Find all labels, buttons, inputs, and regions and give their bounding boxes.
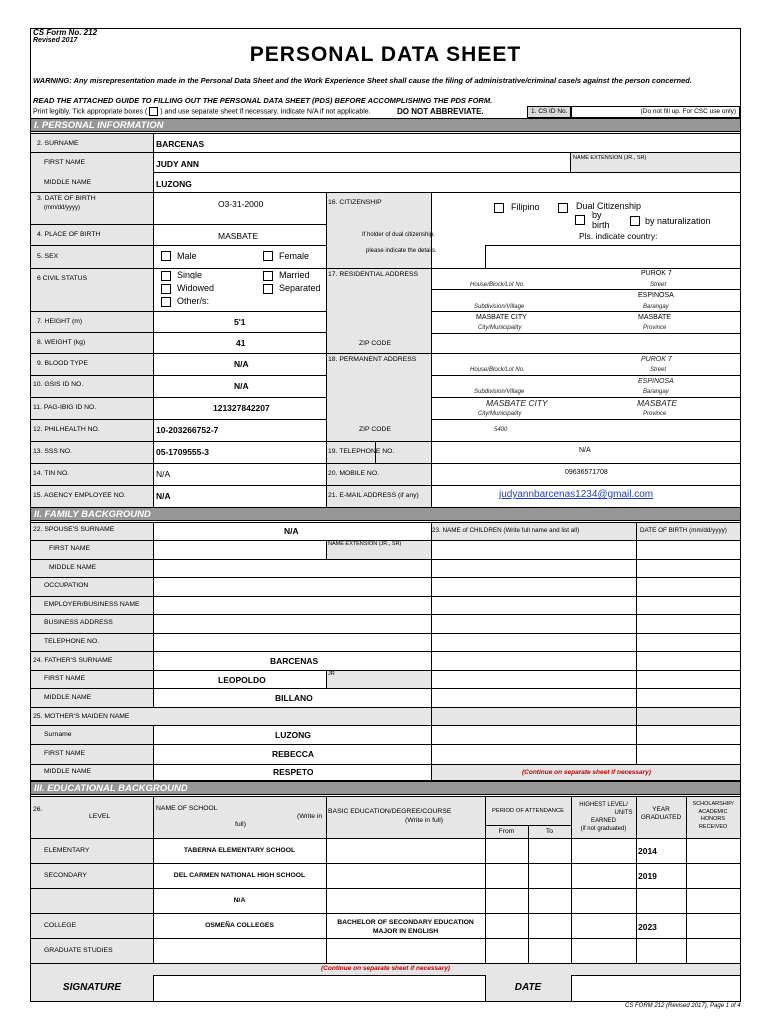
philhealth-label: 12. PHILHEALTH NO.	[33, 426, 100, 433]
dob-format: (mm/dd/yyyy)	[44, 205, 80, 211]
father-ext-bg	[326, 670, 431, 688]
res-street-caption: Street	[650, 282, 667, 288]
edu-continue-note: (Continue on separate sheet if necessary)	[321, 965, 450, 972]
cs-other-label: Other/s:	[177, 296, 210, 306]
perm-purok[interactable]: PUROK 7	[641, 356, 672, 363]
res-barangay-caption: Barangay	[643, 304, 669, 310]
mother-surname-value[interactable]: LUZONG	[275, 730, 311, 740]
gsis-value[interactable]: N/A	[234, 381, 249, 391]
perm-province-caption: Province	[643, 411, 667, 417]
guide-text: READ THE ATTACHED GUIDE TO FILLING OUT THE PERSONAL DATA SHEET (PDS) BEFORE ACCOMPLISHING THE PDS FORM.	[33, 96, 493, 105]
cs-single-checkbox[interactable]	[161, 271, 171, 281]
signature-label: SIGNATURE	[62, 982, 122, 993]
cs-single-label: Single	[177, 270, 203, 279]
employer-label: EMPLOYER/BUSINESS NAME	[44, 601, 140, 608]
indicate-country-label: Pls. indicate country:	[579, 231, 658, 241]
mother-header-bg	[31, 707, 740, 725]
business-address-label: BUSINESS ADDRESS	[44, 619, 113, 626]
surname-label: 2. SURNAME	[37, 140, 79, 147]
signature-field[interactable]	[153, 976, 485, 1000]
spouse-surname-label: 22. SPOUSE'S SURNAME	[33, 526, 115, 533]
sex-male-checkbox[interactable]	[161, 251, 171, 261]
edu-school-vocational[interactable]: N/A	[233, 897, 246, 904]
edu-school-elementary[interactable]: TABERNA ELEMENTARY SCHOOL	[183, 847, 296, 854]
perm-barangay-caption: Barangay	[643, 389, 669, 395]
date-field[interactable]	[572, 976, 740, 1000]
edu-school-college[interactable]: OSMEÑA COLLEGES	[205, 922, 274, 929]
cs-separated-label: Separated	[279, 283, 321, 293]
date-label: DATE	[514, 982, 542, 993]
res-espinosa[interactable]: ESPINOSA	[638, 292, 674, 299]
weight-label: 8. WEIGHT (kg)	[37, 339, 86, 346]
perm-espinosa[interactable]: ESPINOSA	[638, 378, 674, 385]
scholarship-header: SCHOLARSHIP/ ACADEMIC HONORS RECEIVED	[692, 801, 734, 830]
edu-school-secondary[interactable]: DEL CARMEN NATIONAL HIGH SCHOOL	[173, 872, 306, 879]
weight-value[interactable]: 41	[236, 338, 246, 348]
no-abbreviate-note: DO NOT ABBREVIATE.	[397, 107, 484, 116]
page-footer: CS FORM 212 (Revised 2017), Page 1 of 4	[625, 1003, 741, 1009]
warning-text: WARNING: Any misrepresentation made in the Personal Data Sheet and the Work Experience Sheet shall cause the filing of administrative/criminal case/s against the person concerned.	[33, 76, 692, 85]
dual-citizenship-label: Dual Citizenship	[576, 201, 642, 211]
res-city[interactable]: MASBATE CITY	[476, 314, 527, 321]
telephone-label: 19. TELEPHONE NO.	[328, 448, 395, 455]
spouse-surname-value[interactable]: N/A	[284, 526, 299, 536]
spouse-telephone-label: TELEPHONE NO.	[44, 638, 100, 645]
middle-name-value[interactable]: LUZONG	[156, 179, 192, 189]
height-value[interactable]: 5'1	[234, 317, 246, 327]
course-header: BASIC EDUCATION/DEGREE/COURSE	[328, 808, 452, 815]
surname-value[interactable]: BARCENAS	[156, 139, 205, 149]
edu-year-secondary[interactable]: 2019	[638, 871, 657, 881]
occupation-label: OCCUPATION	[44, 582, 89, 589]
civil-status-label: 6 CIVIL STATUS	[37, 275, 88, 282]
edu-num-label: 26.	[33, 806, 43, 813]
citizenship-details-note: please indicate the details.	[366, 248, 437, 254]
edu-level-secondary: SECONDARY	[44, 872, 87, 879]
sex-female-checkbox[interactable]	[263, 251, 273, 261]
sex-label: 5. SEX	[37, 253, 59, 260]
perm-city-caption: City/Municipality	[478, 411, 522, 417]
family-continue-note: (Continue on separate sheet if necessary)	[522, 769, 651, 776]
by-naturalization-label: by naturalization	[645, 216, 711, 226]
citizenship-label: 16. CITIZENSHIP	[328, 199, 382, 206]
pob-value[interactable]: MASBATE	[218, 231, 258, 241]
perm-house-caption: House/Block/Lot No.	[470, 367, 525, 373]
perm-subdivision-caption: Subdivision/Village	[474, 389, 525, 395]
telephone-value[interactable]: N/A	[579, 447, 591, 454]
level-header: LEVEL	[89, 813, 111, 820]
mother-middle-name-value[interactable]: RESPETO	[273, 767, 314, 777]
cs-married-checkbox[interactable]	[263, 271, 273, 281]
first-name-label: FIRST NAME	[44, 159, 86, 166]
tin-label: 14. TIN NO.	[33, 470, 70, 477]
perm-street-caption: Street	[650, 367, 667, 373]
mobile-label: 20. MOBILE NO.	[328, 470, 379, 477]
pob-label: 4. PLACE OF BIRTH	[37, 231, 101, 238]
spouse-name-ext-label: NAME EXTENSION (JR., SR)	[328, 541, 402, 547]
father-first-name-label: FIRST NAME	[44, 675, 86, 682]
mother-first-name-value[interactable]: REBECCA	[272, 749, 315, 759]
highest-level-header: HIGHEST LEVEL/ UNITS EARNED (if not graduated)	[579, 802, 633, 832]
spouse-middle-name-label: MIDDLE NAME	[49, 564, 97, 571]
blood-type-value[interactable]: N/A	[234, 359, 249, 369]
father-name-ext-value[interactable]: JR	[328, 671, 335, 677]
father-surname-value[interactable]: BARCENAS	[270, 656, 319, 666]
form-number: CS Form No. 212	[33, 28, 98, 37]
philhealth-value[interactable]: 10-203266752-7	[156, 425, 219, 435]
permanent-address-label: 18. PERMANENT ADDRESS	[328, 356, 417, 363]
mother-first-name-label: FIRST NAME	[44, 750, 86, 757]
print-instructions: Print legibly. Tick appropriate boxes ( ) and use separate sheet if necessary. Indicate N/A if not applicable.	[33, 108, 371, 116]
to-header: To	[545, 828, 554, 835]
by-birth-checkbox[interactable]	[575, 215, 585, 225]
school-write-in: (Write in	[297, 813, 323, 820]
by-naturalization-checkbox[interactable]	[630, 216, 640, 226]
cs-id-field[interactable]: (Do not fill up. For CSC use only)	[571, 106, 740, 118]
dual-citizenship-checkbox[interactable]	[558, 203, 568, 213]
sex-male-label: Male	[177, 251, 197, 261]
mother-maiden-name-label: 25. MOTHER'S MAIDEN NAME	[33, 713, 130, 720]
res-house-caption: House/Block/Lot No.	[470, 282, 525, 288]
spouse-first-name-label: FIRST NAME	[49, 545, 91, 552]
dob-label: 3. DATE OF BIRTH	[37, 195, 96, 202]
dob-value[interactable]: O3-31-2000	[218, 199, 264, 209]
section-family-background: II. FAMILY BACKGROUND	[31, 507, 740, 521]
res-purok[interactable]: PUROK 7	[641, 270, 672, 277]
res-province-caption: Province	[643, 325, 667, 331]
middle-name-label: MIDDLE NAME	[44, 179, 92, 186]
label-column-bg-2	[326, 192, 431, 508]
email-value[interactable]: judyannbarcenas1234@gmail.com	[499, 489, 654, 500]
perm-zip-value[interactable]: 5400	[494, 427, 508, 433]
section-personal-information: I. PERSONAL INFORMATION	[31, 118, 740, 132]
edu-level-graduate: GRADUATE STUDIES	[44, 947, 113, 954]
father-middle-name-value[interactable]: BILLANO	[275, 693, 313, 703]
height-label: 7. HEIGHT (m)	[37, 318, 83, 325]
children-dob-label: DATE OF BIRTH (mm/dd/yyyy)	[640, 527, 727, 534]
edu-level-bg	[31, 838, 153, 963]
first-name-value[interactable]: JUDY ANN	[156, 159, 199, 169]
perm-zip-label: ZIP CODE	[359, 426, 391, 433]
res-province[interactable]: MASBATE	[638, 314, 671, 321]
father-first-name-value[interactable]: LEOPOLDO	[218, 675, 266, 685]
filipino-checkbox[interactable]	[494, 203, 504, 213]
edu-level-college: COLLEGE	[44, 922, 77, 929]
mother-surname-label: Surname	[44, 731, 72, 738]
sex-female-label: Female	[279, 251, 310, 261]
res-zip-label: ZIP CODE	[359, 340, 391, 347]
cs-other-checkbox[interactable]	[161, 297, 171, 307]
pagibig-value[interactable]: 121327842207	[213, 403, 270, 413]
tin-value[interactable]: N/A	[156, 469, 171, 479]
cs-widowed-label: Widowed	[177, 283, 215, 293]
cs-married-label: Married	[279, 270, 310, 280]
page-title: PERSONAL DATA SHEET	[249, 43, 522, 66]
from-header: From	[498, 828, 515, 835]
section-educational-background: III. EDUCATIONAL BACKGROUND	[31, 781, 740, 795]
name-extension-label: NAME EXTENSION (JR., SR)	[573, 155, 647, 161]
mother-middle-name-label: MIDDLE NAME	[44, 768, 92, 775]
by-label: by	[592, 210, 602, 220]
gsis-label: 10. GSIS ID NO.	[33, 381, 84, 388]
school-header: NAME OF SCHOOL	[156, 805, 218, 812]
cs-id-label: 1. CS ID No.	[527, 106, 571, 118]
edu-year-elementary[interactable]: 2014	[638, 846, 657, 856]
school-full: full)	[235, 821, 246, 828]
period-header: PERIOD OF ATTENDANCE	[491, 808, 565, 814]
edu-level-elementary: ELEMENTARY	[44, 847, 90, 854]
cs-separated-checkbox[interactable]	[263, 284, 273, 294]
form-revised: Revised 2017	[33, 37, 78, 44]
birth-label: birth	[592, 220, 610, 230]
res-city-caption: City/Municipality	[478, 325, 522, 331]
father-surname-label: 24. FATHER'S SURNAME	[33, 657, 113, 664]
edu-course-college[interactable]: BACHELOR OF SECONDARY EDUCATION MAJOR IN ENGLISH	[337, 919, 474, 935]
filipino-label: Filipino	[511, 202, 540, 212]
sss-label: 13. SSS NO.	[33, 448, 72, 455]
edu-year-college[interactable]: 2023	[638, 922, 657, 932]
res-subdivision-caption: Subdivision/Village	[474, 304, 525, 310]
year-graduated-header: YEAR GRADUATED	[640, 806, 682, 821]
perm-province[interactable]: MASBATE	[637, 398, 677, 408]
cs-widowed-checkbox[interactable]	[161, 284, 171, 294]
course-write-in: (Write in full)	[405, 817, 444, 824]
agency-label: 15. AGENCY EMPLOYEE NO.	[33, 492, 126, 499]
citizenship-holder-note: If holder of dual citizenship,	[362, 232, 435, 238]
email-label: 21. E-MAIL ADDRESS (if any)	[328, 492, 419, 499]
agency-value[interactable]: N/A	[156, 491, 171, 501]
blood-type-label: 9. BLOOD TYPE	[37, 360, 88, 367]
children-label: 23. NAME of CHILDREN (Write full name and list all)	[432, 527, 580, 534]
perm-city[interactable]: MASBATE CITY	[486, 398, 548, 408]
pagibig-label: 11. PAG-IBIG ID NO.	[33, 404, 97, 411]
sss-value[interactable]: 05-1709555-3	[156, 447, 209, 457]
residential-address-label: 17. RESIDENTIAL ADDRESS	[328, 271, 419, 278]
father-middle-name-label: MIDDLE NAME	[44, 694, 92, 701]
mobile-value[interactable]: 09636571708	[565, 469, 608, 476]
